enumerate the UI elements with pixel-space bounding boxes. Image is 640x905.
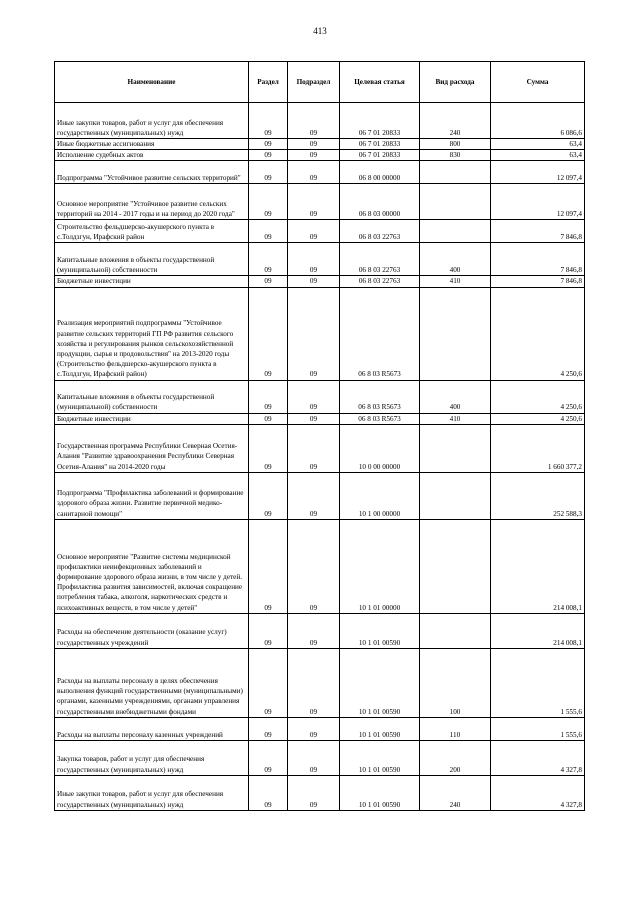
row-sum: 12 097,4 bbox=[491, 161, 585, 184]
row-section: 09 bbox=[249, 717, 288, 740]
table-row bbox=[55, 613, 585, 648]
row-section: 09 bbox=[249, 380, 288, 413]
row-subsection: 09 bbox=[288, 717, 340, 740]
row-sum: 4 250,6 bbox=[491, 413, 585, 424]
row-sum: 4 250,6 bbox=[491, 287, 585, 380]
row-article: 06 8 03 22763 bbox=[340, 243, 420, 276]
row-subsection: 09 bbox=[288, 775, 340, 810]
row-name: Капитальные вложения в объекты государственной (муниципальной) собственности bbox=[55, 243, 249, 276]
row-name: Бюджетные инвестиции bbox=[55, 276, 249, 287]
table-header-row bbox=[55, 62, 585, 103]
row-subsection: 09 bbox=[288, 424, 340, 472]
table-row bbox=[55, 139, 585, 150]
row-section: 09 bbox=[249, 103, 288, 139]
row-name: Иные бюджетные ассигнования bbox=[55, 139, 249, 150]
row-sum: 63,4 bbox=[491, 150, 585, 161]
row-expense-type: 800 bbox=[420, 139, 491, 150]
row-expense-type: 400 bbox=[420, 243, 491, 276]
row-sum: 4 327,8 bbox=[491, 740, 585, 775]
table-row bbox=[55, 380, 585, 413]
row-article: 10 1 01 00000 bbox=[340, 519, 420, 613]
row-expense-type: 110 bbox=[420, 717, 491, 740]
row-article: 10 1 01 00590 bbox=[340, 613, 420, 648]
table-row bbox=[55, 161, 585, 184]
column-header-sum: Сумма bbox=[491, 62, 585, 103]
row-article: 10 1 01 00590 bbox=[340, 740, 420, 775]
row-section: 09 bbox=[249, 243, 288, 276]
row-article: 06 7 01 20833 bbox=[340, 103, 420, 139]
row-article: 10 1 01 00590 bbox=[340, 775, 420, 810]
row-expense-type: 240 bbox=[420, 103, 491, 139]
row-section: 09 bbox=[249, 424, 288, 472]
row-subsection: 09 bbox=[288, 613, 340, 648]
row-sum: 63,4 bbox=[491, 139, 585, 150]
row-expense-type: 830 bbox=[420, 150, 491, 161]
row-name: Государственная программа Республики Северная Осетия-Алания "Развитие здравоохранения Республики Северная Осетия-Алания" на 2014-2020 годы bbox=[55, 424, 249, 472]
row-subsection: 09 bbox=[288, 243, 340, 276]
row-expense-type bbox=[420, 161, 491, 184]
row-article: 06 7 01 20833 bbox=[340, 150, 420, 161]
row-subsection: 09 bbox=[288, 287, 340, 380]
row-article: 06 7 01 20833 bbox=[340, 139, 420, 150]
row-sum: 252 588,3 bbox=[491, 472, 585, 519]
table-row bbox=[55, 184, 585, 220]
row-subsection: 09 bbox=[288, 519, 340, 613]
table-row bbox=[55, 150, 585, 161]
row-article: 10 1 01 00590 bbox=[340, 648, 420, 717]
row-name: Исполнение судебных актов bbox=[55, 150, 249, 161]
row-section: 09 bbox=[249, 287, 288, 380]
row-name: Расходы на обеспечение деятельности (оказание услуг) государственных учреждений bbox=[55, 613, 249, 648]
row-expense-type bbox=[420, 287, 491, 380]
row-expense-type bbox=[420, 613, 491, 648]
row-section: 09 bbox=[249, 613, 288, 648]
row-article: 06 8 03 R5673 bbox=[340, 287, 420, 380]
row-name: Подпрограмма "Профилактика заболеваний и формирование здорового образа жизни. Развитие первичной медико-санитарной помощи" bbox=[55, 472, 249, 519]
row-name: Капитальные вложения в объекты государственной (муниципальной) собственности bbox=[55, 380, 249, 413]
row-sum: 7 846,8 bbox=[491, 220, 585, 243]
row-name: Строительство фельдшерско-акушерского пункта в с.Толдзгун, Ирафский район bbox=[55, 220, 249, 243]
row-section: 09 bbox=[249, 472, 288, 519]
table-row bbox=[55, 103, 585, 139]
table-row bbox=[55, 775, 585, 810]
row-section: 09 bbox=[249, 139, 288, 150]
row-section: 09 bbox=[249, 648, 288, 717]
row-section: 09 bbox=[249, 220, 288, 243]
row-expense-type: 410 bbox=[420, 276, 491, 287]
row-section: 09 bbox=[249, 775, 288, 810]
row-expense-type bbox=[420, 220, 491, 243]
table-row bbox=[55, 424, 585, 472]
row-expense-type: 100 bbox=[420, 648, 491, 717]
row-section: 09 bbox=[249, 519, 288, 613]
row-section: 09 bbox=[249, 184, 288, 220]
table-row bbox=[55, 287, 585, 380]
row-sum: 7 846,8 bbox=[491, 276, 585, 287]
row-name: Расходы на выплаты персоналу казенных учреждений bbox=[55, 717, 249, 740]
table-row bbox=[55, 740, 585, 775]
row-sum: 7 846,8 bbox=[491, 243, 585, 276]
table-row bbox=[55, 519, 585, 613]
row-sum: 214 008,1 bbox=[491, 519, 585, 613]
row-name: Бюджетные инвестиции bbox=[55, 413, 249, 424]
row-expense-type bbox=[420, 184, 491, 220]
row-sum: 1 660 377,2 bbox=[491, 424, 585, 472]
table-body bbox=[55, 103, 585, 811]
row-subsection: 09 bbox=[288, 276, 340, 287]
row-name: Подпрограмма "Устойчивое развитие сельских территорий" bbox=[55, 161, 249, 184]
row-sum: 1 555,6 bbox=[491, 648, 585, 717]
row-subsection: 09 bbox=[288, 472, 340, 519]
column-header-article: Целевая статья bbox=[340, 62, 420, 103]
table-row bbox=[55, 717, 585, 740]
row-section: 09 bbox=[249, 161, 288, 184]
row-expense-type bbox=[420, 424, 491, 472]
row-subsection: 09 bbox=[288, 139, 340, 150]
row-name: Закупка товаров, работ и услуг для обеспечения государственных (муниципальных) нужд bbox=[55, 740, 249, 775]
row-name: Иные закупки товаров, работ и услуг для обеспечения государственных (муниципальных) нужд bbox=[55, 103, 249, 139]
row-section: 09 bbox=[249, 150, 288, 161]
row-name: Иные закупки товаров, работ и услуг для обеспечения государственных (муниципальных) нужд bbox=[55, 775, 249, 810]
row-subsection: 09 bbox=[288, 220, 340, 243]
row-name: Реализация мероприятий подпрограммы "Устойчивое развитие сельских территорий ГП РФ развития сельского хозяйства и регулирования рынков сельскохозяйственной продукции, сырья и продовольствия" на 2013-2020 годы (Строительство фельдшерско-акушерского пункта в с.Толдзгун, Ирафский район) bbox=[55, 287, 249, 380]
row-subsection: 09 bbox=[288, 161, 340, 184]
column-header-subsection: Подраздел bbox=[288, 62, 340, 103]
row-expense-type: 410 bbox=[420, 413, 491, 424]
row-article: 06 8 03 R5673 bbox=[340, 413, 420, 424]
row-article: 06 8 03 22763 bbox=[340, 220, 420, 243]
row-sum: 4 250,6 bbox=[491, 380, 585, 413]
row-sum: 1 555,6 bbox=[491, 717, 585, 740]
table-row bbox=[55, 243, 585, 276]
row-article: 06 8 00 00000 bbox=[340, 161, 420, 184]
table-row bbox=[55, 648, 585, 717]
table-row bbox=[55, 413, 585, 424]
row-subsection: 09 bbox=[288, 413, 340, 424]
column-header-section: Раздел bbox=[249, 62, 288, 103]
row-section: 09 bbox=[249, 740, 288, 775]
row-article: 06 8 03 R5673 bbox=[340, 380, 420, 413]
row-sum: 12 097,4 bbox=[491, 184, 585, 220]
budget-table bbox=[54, 61, 585, 811]
row-name: Основное мероприятие "Устойчивое развитие сельских территорий на 2014 - 2017 годы и на период до 2020 года" bbox=[55, 184, 249, 220]
row-sum: 214 008,1 bbox=[491, 613, 585, 648]
row-sum: 6 086,6 bbox=[491, 103, 585, 139]
row-article: 10 1 00 00000 bbox=[340, 472, 420, 519]
row-expense-type bbox=[420, 519, 491, 613]
row-article: 10 0 00 00000 bbox=[340, 424, 420, 472]
column-header-name: Наименование bbox=[55, 62, 249, 103]
table-row bbox=[55, 472, 585, 519]
row-article: 06 8 03 00000 bbox=[340, 184, 420, 220]
row-name: Основное мероприятие "Развитие системы медицинской профилактики неинфекционных заболеваний и формирование здорового образа жизни, в том числе у детей. Профилактика развития зависимостей, включая сокращение потребления табака, алкоголя, наркотических средств и психоактивных веществ, в том числе у детей" bbox=[55, 519, 249, 613]
row-expense-type bbox=[420, 472, 491, 519]
table-row bbox=[55, 220, 585, 243]
row-subsection: 09 bbox=[288, 740, 340, 775]
row-subsection: 09 bbox=[288, 380, 340, 413]
row-section: 09 bbox=[249, 276, 288, 287]
row-sum: 4 327,8 bbox=[491, 775, 585, 810]
row-expense-type: 240 bbox=[420, 775, 491, 810]
row-article: 10 1 01 00590 bbox=[340, 717, 420, 740]
table-row bbox=[55, 276, 585, 287]
row-subsection: 09 bbox=[288, 150, 340, 161]
row-subsection: 09 bbox=[288, 184, 340, 220]
row-section: 09 bbox=[249, 413, 288, 424]
row-article: 06 8 03 22763 bbox=[340, 276, 420, 287]
column-header-expense-type: Вид расхода bbox=[420, 62, 491, 103]
row-subsection: 09 bbox=[288, 103, 340, 139]
row-name: Расходы на выплаты персоналу в целях обеспечения выполнения функций государственными (муниципальными) органами, казенными учреждениями, органами управления государственными внебюджетными фондами bbox=[55, 648, 249, 717]
row-expense-type: 200 bbox=[420, 740, 491, 775]
row-subsection: 09 bbox=[288, 648, 340, 717]
row-expense-type: 400 bbox=[420, 380, 491, 413]
page-number: 413 bbox=[313, 26, 327, 36]
